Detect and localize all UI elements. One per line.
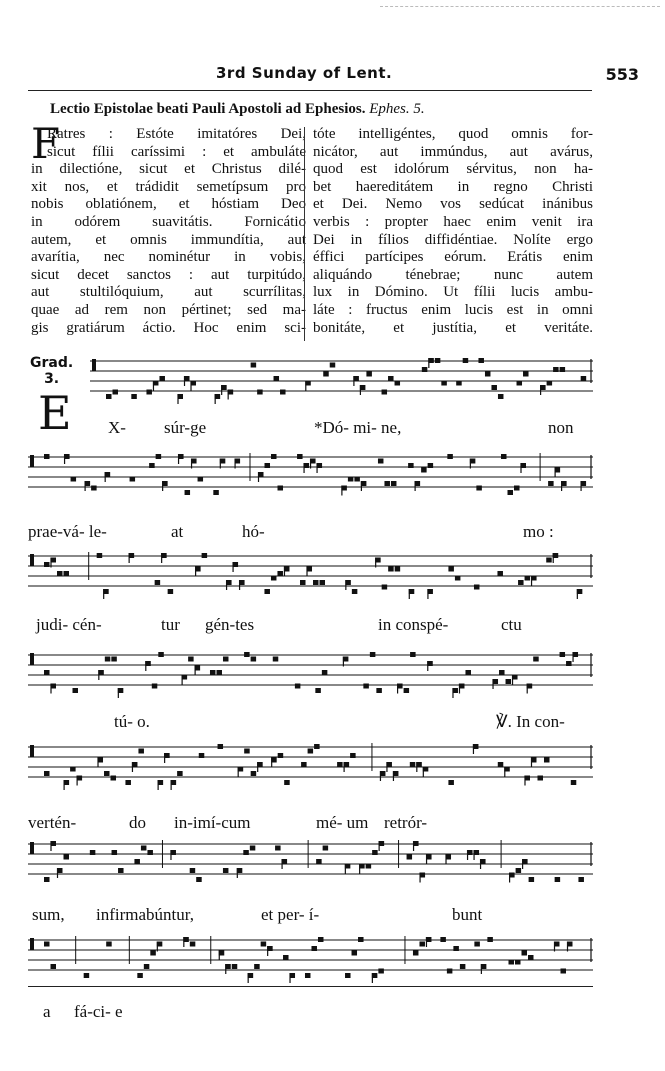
neume — [271, 576, 277, 581]
neume — [546, 558, 552, 563]
neume — [366, 372, 372, 377]
neume — [404, 688, 410, 693]
neume — [131, 394, 137, 399]
neume — [455, 576, 461, 581]
neume — [358, 937, 364, 942]
neume — [257, 390, 263, 395]
neume — [547, 381, 553, 386]
chant-staff — [28, 355, 593, 403]
neume — [144, 964, 150, 969]
epistle-line: sicut decet sanctos : aut turpitúdo, — [31, 266, 306, 283]
neume — [177, 771, 183, 776]
neume — [363, 684, 369, 689]
epistle-line: verbis : propter haec enim venit ira — [313, 213, 593, 230]
neume — [301, 762, 307, 767]
neume — [544, 758, 550, 763]
neume — [213, 490, 219, 495]
neume — [64, 855, 70, 860]
clef-icon — [30, 554, 34, 566]
neume — [216, 670, 222, 675]
epistle-line: Ratres : Estóte imitatóres Dei, — [47, 126, 306, 142]
neume — [70, 767, 76, 772]
neume — [514, 486, 520, 491]
neume — [104, 771, 110, 776]
lectio-reference: Ephes. 5. — [369, 101, 425, 117]
neume — [378, 969, 384, 974]
neume — [134, 859, 140, 864]
chant-lyrics-line — [28, 712, 593, 734]
chant-staff — [28, 741, 593, 789]
neume — [188, 657, 194, 662]
neume — [138, 749, 144, 754]
neume — [149, 463, 155, 468]
neume — [152, 684, 158, 689]
neume — [168, 589, 174, 594]
neume — [382, 390, 388, 395]
neume — [478, 358, 484, 363]
epistle-line: avarítia, nec nominétur in vobis, — [31, 249, 306, 266]
gradual-label-text: Grad. — [30, 355, 74, 371]
lectio-title: Lectio Epistolae beati Pauli Apostoli ad Ephesios. — [50, 101, 366, 117]
neume — [515, 960, 521, 965]
neume — [318, 937, 324, 942]
clef-icon — [30, 938, 34, 950]
clef-icon — [30, 745, 34, 757]
neume — [223, 657, 229, 662]
neume — [275, 846, 281, 851]
lyric-syllable: judi- cén- — [36, 615, 102, 634]
epistle-line: bonitáte, et justítia, et veritáte. — [313, 319, 593, 336]
neume — [410, 762, 416, 767]
neume — [348, 477, 354, 482]
neume — [316, 859, 322, 864]
epistle-line: quod est idolórum sérvitus, non ha- — [313, 161, 593, 178]
neume — [447, 969, 453, 974]
lyric-syllable: a — [43, 1002, 51, 1021]
neume — [313, 580, 319, 585]
neume — [537, 776, 543, 781]
neume — [560, 652, 566, 657]
epistle-line: autem, et omnis immundítia, aut — [31, 231, 306, 248]
epistle-line: in dilectióne, sicut et Christus dilé- — [31, 161, 306, 178]
neume — [382, 585, 388, 590]
lectio-heading — [50, 101, 425, 118]
neume — [244, 749, 250, 754]
chant-staff — [28, 934, 593, 982]
neume — [158, 652, 164, 657]
neume — [352, 951, 358, 956]
chant-lyrics-line — [28, 813, 593, 835]
neume — [441, 381, 447, 386]
neume — [251, 657, 257, 662]
neume — [448, 567, 454, 572]
lyric-syllable: in-imí-cum — [174, 813, 251, 832]
neume — [130, 477, 136, 482]
neume — [251, 363, 256, 368]
neume — [311, 946, 317, 951]
neume — [44, 670, 50, 675]
neume — [581, 376, 587, 381]
lyric-syllable: gén-tes — [205, 615, 255, 634]
neume — [518, 580, 524, 585]
clef-icon — [30, 455, 34, 467]
neume — [378, 459, 384, 464]
neume — [264, 589, 270, 594]
neume — [354, 477, 360, 482]
epistle-line: gis gratiárum áctio. Hoc enim sci- — [31, 319, 306, 336]
neume — [44, 942, 50, 947]
neume — [244, 652, 250, 657]
neume — [106, 394, 112, 399]
neume — [498, 762, 504, 767]
neume — [506, 679, 512, 684]
neume — [555, 877, 561, 882]
neume — [395, 381, 401, 386]
lyric-syllable: in conspé- — [378, 615, 449, 634]
lyric-syllable: mé- um — [316, 813, 369, 832]
neume — [408, 463, 414, 468]
neume — [525, 576, 531, 581]
neume — [278, 753, 284, 758]
neume — [407, 855, 413, 860]
neume — [232, 964, 238, 969]
lyric-syllable: mo : — [523, 522, 554, 541]
neume — [106, 942, 112, 947]
neume — [210, 670, 216, 675]
neume — [413, 951, 419, 956]
neume — [474, 585, 480, 590]
epistle-line: éffici partícipes eórum. Erátis enim — [313, 249, 593, 266]
neume — [322, 670, 328, 675]
neume — [105, 657, 111, 662]
neume — [372, 850, 378, 855]
lyric-syllable: non — [548, 418, 574, 437]
neume — [308, 749, 314, 754]
neume — [485, 372, 491, 377]
neume — [274, 376, 280, 381]
neume — [202, 553, 208, 558]
neume — [507, 490, 513, 495]
neume — [352, 589, 358, 594]
neume — [323, 372, 329, 377]
neume — [64, 571, 70, 576]
chant-lyrics-line — [28, 905, 593, 927]
neume — [44, 562, 50, 567]
epistle-line: nicátor, aut immúndus, aut avárus, — [313, 143, 593, 160]
neume — [190, 942, 196, 947]
neume — [578, 877, 584, 882]
neume — [137, 973, 143, 978]
neume — [548, 481, 554, 486]
neume — [295, 684, 301, 689]
lyric-syllable: fá-ci- e — [74, 1002, 123, 1021]
clef-icon — [30, 842, 34, 854]
neume — [561, 969, 567, 974]
bottom-rule — [28, 986, 593, 987]
neume — [350, 753, 356, 758]
scan-artifact — [380, 6, 660, 7]
epistle-line: aut stultilóquium, aut scurrílitas, — [31, 284, 306, 301]
epistle-line: nobis oblatiónem, et hóstiam Deo — [31, 196, 306, 213]
epistle-line: xit nos, et trádidit semetípsum pro — [31, 178, 306, 195]
neume — [243, 850, 249, 855]
neume — [337, 762, 343, 767]
lyric-syllable: et per- í- — [261, 905, 320, 924]
neume — [314, 744, 320, 749]
neume — [113, 390, 119, 395]
neume — [250, 846, 256, 851]
chant-staff — [28, 550, 593, 598]
chant-lyrics-line — [28, 1002, 593, 1024]
neume — [44, 877, 50, 882]
neume — [44, 771, 50, 776]
lyric-syllable: vertén- — [28, 813, 77, 832]
neume — [118, 868, 124, 873]
neume — [71, 477, 77, 482]
neume — [330, 363, 336, 368]
neume — [529, 877, 535, 882]
clef-icon — [92, 359, 96, 371]
neume — [499, 670, 505, 675]
lyric-syllable: retrór- — [384, 813, 428, 832]
neume — [251, 771, 257, 776]
neume — [508, 960, 514, 965]
neume — [111, 657, 117, 662]
neume — [277, 571, 283, 576]
neume — [254, 964, 260, 969]
epistle-line: tóte intelligéntes, quod omnis for- — [313, 126, 593, 142]
chant-staff — [28, 451, 593, 499]
neume — [453, 946, 459, 951]
neume — [528, 955, 534, 960]
neume — [300, 580, 306, 585]
neume — [463, 358, 469, 363]
neume — [218, 744, 224, 749]
lyric-syllable: ℣. In con- — [496, 712, 565, 731]
neume — [196, 877, 202, 882]
neume — [150, 951, 156, 956]
neume — [517, 381, 523, 386]
chant-lyrics-line — [28, 418, 593, 440]
lyric-syllable: at — [171, 522, 184, 541]
neume — [497, 571, 503, 576]
neume — [305, 973, 311, 978]
chant-staff — [28, 838, 593, 886]
neume — [366, 864, 372, 869]
epistle-line: aliquándo ténebrae; nunc autem — [313, 266, 593, 283]
lyric-syllable: prae-vá- le- — [28, 522, 107, 541]
neume — [447, 454, 453, 459]
neume — [440, 937, 446, 942]
neume — [476, 486, 482, 491]
neume — [388, 567, 394, 572]
neume — [84, 973, 90, 978]
neume — [560, 367, 566, 372]
neume — [516, 868, 522, 873]
neume — [141, 846, 147, 851]
neume — [199, 753, 205, 758]
neume — [419, 942, 425, 947]
lyric-syllable: súr-ge — [164, 418, 207, 437]
neume — [487, 937, 493, 942]
neume — [147, 850, 153, 855]
epistle-line: quae ad rem non pértinet; sed ma- — [31, 301, 306, 318]
page-header — [28, 64, 639, 88]
neume — [297, 454, 303, 459]
lyric-syllable: hó- — [242, 522, 265, 541]
neume — [112, 850, 118, 855]
page-number: 553 — [605, 65, 639, 84]
neume — [498, 394, 504, 399]
gradual-initial: E — [38, 386, 72, 440]
lyric-syllable: tú- o. — [114, 712, 150, 731]
neume — [553, 367, 559, 372]
neume — [261, 942, 267, 947]
neume — [198, 477, 204, 482]
neume — [533, 657, 539, 662]
neume — [566, 661, 572, 666]
header-title: 3rd Sunday of Lent. — [216, 64, 393, 82]
neume — [90, 850, 96, 855]
epistle-left-column — [31, 119, 306, 337]
epistle-line: et Dei. Nemo vos sedúcat inánibus — [313, 196, 593, 213]
neume — [155, 580, 161, 585]
neume — [159, 376, 165, 381]
neume — [185, 490, 191, 495]
neume — [72, 688, 78, 693]
neume — [465, 670, 471, 675]
neume — [422, 367, 428, 372]
neume — [448, 780, 454, 785]
neume — [190, 868, 196, 873]
lyric-syllable: ctu — [501, 615, 522, 634]
neume — [410, 652, 416, 657]
epistle-line: lux in Dómino. Ut fílii lucis ambu- — [313, 284, 593, 301]
dropcap-letter: F — [31, 119, 61, 168]
chant-lyrics-line — [28, 615, 593, 637]
column-divider — [304, 127, 305, 341]
lyric-syllable: X- — [108, 418, 126, 437]
neume — [456, 381, 462, 386]
neume — [284, 780, 290, 785]
neume — [278, 486, 284, 491]
epistle-line: sicut fílii caríssimi : et ambuláte — [47, 143, 306, 160]
lyric-syllable: bunt — [452, 905, 483, 924]
neume — [156, 454, 162, 459]
neume — [273, 657, 279, 662]
neume — [384, 481, 390, 486]
neume — [97, 553, 103, 558]
neume — [345, 973, 351, 978]
neume — [428, 463, 434, 468]
lyric-syllable: do — [129, 813, 146, 832]
neume — [395, 567, 401, 572]
neume — [91, 486, 97, 491]
lyric-syllable: *Dó- mi- ne, — [314, 418, 402, 437]
neume — [523, 372, 529, 377]
neume — [146, 390, 152, 395]
neume — [421, 468, 427, 473]
lyric-syllable: sum, — [32, 905, 65, 924]
neume — [283, 955, 289, 960]
neume — [474, 942, 480, 947]
neume — [125, 780, 131, 785]
neume — [491, 385, 497, 390]
header-rule — [28, 90, 592, 91]
neume — [51, 964, 57, 969]
epistle-line: in odórem suavitátis. Fornicátio — [31, 213, 306, 230]
neume — [280, 390, 286, 395]
epistle-line: láte : fructus enim lucis est in omni — [313, 301, 593, 318]
neume — [571, 780, 577, 785]
lyric-syllable: infirmabúntur, — [96, 905, 194, 924]
neume — [521, 951, 527, 956]
clef-icon — [30, 653, 34, 665]
epistle-line: Dei in fílios diffidéntiae. Nolíte ergo — [313, 231, 593, 248]
neume — [265, 463, 271, 468]
neume — [323, 846, 329, 851]
neume — [391, 481, 397, 486]
neume — [44, 454, 50, 459]
chant-staff — [28, 649, 593, 697]
neume — [315, 688, 321, 693]
neume — [435, 358, 441, 363]
neume — [320, 580, 326, 585]
neume — [111, 776, 117, 781]
neume — [388, 376, 394, 381]
neume — [271, 454, 277, 459]
neume — [57, 571, 63, 576]
epistle-right-column — [313, 126, 593, 337]
neume — [501, 454, 507, 459]
neume — [460, 964, 466, 969]
chant-lyrics-line — [28, 522, 593, 544]
neume — [370, 652, 376, 657]
epistle-line: bet haereditátem in regno Christi — [313, 178, 593, 195]
lyric-syllable: tur — [161, 615, 180, 634]
neume — [223, 868, 229, 873]
gradual-mode: 3. — [44, 371, 60, 387]
neume — [376, 688, 382, 693]
